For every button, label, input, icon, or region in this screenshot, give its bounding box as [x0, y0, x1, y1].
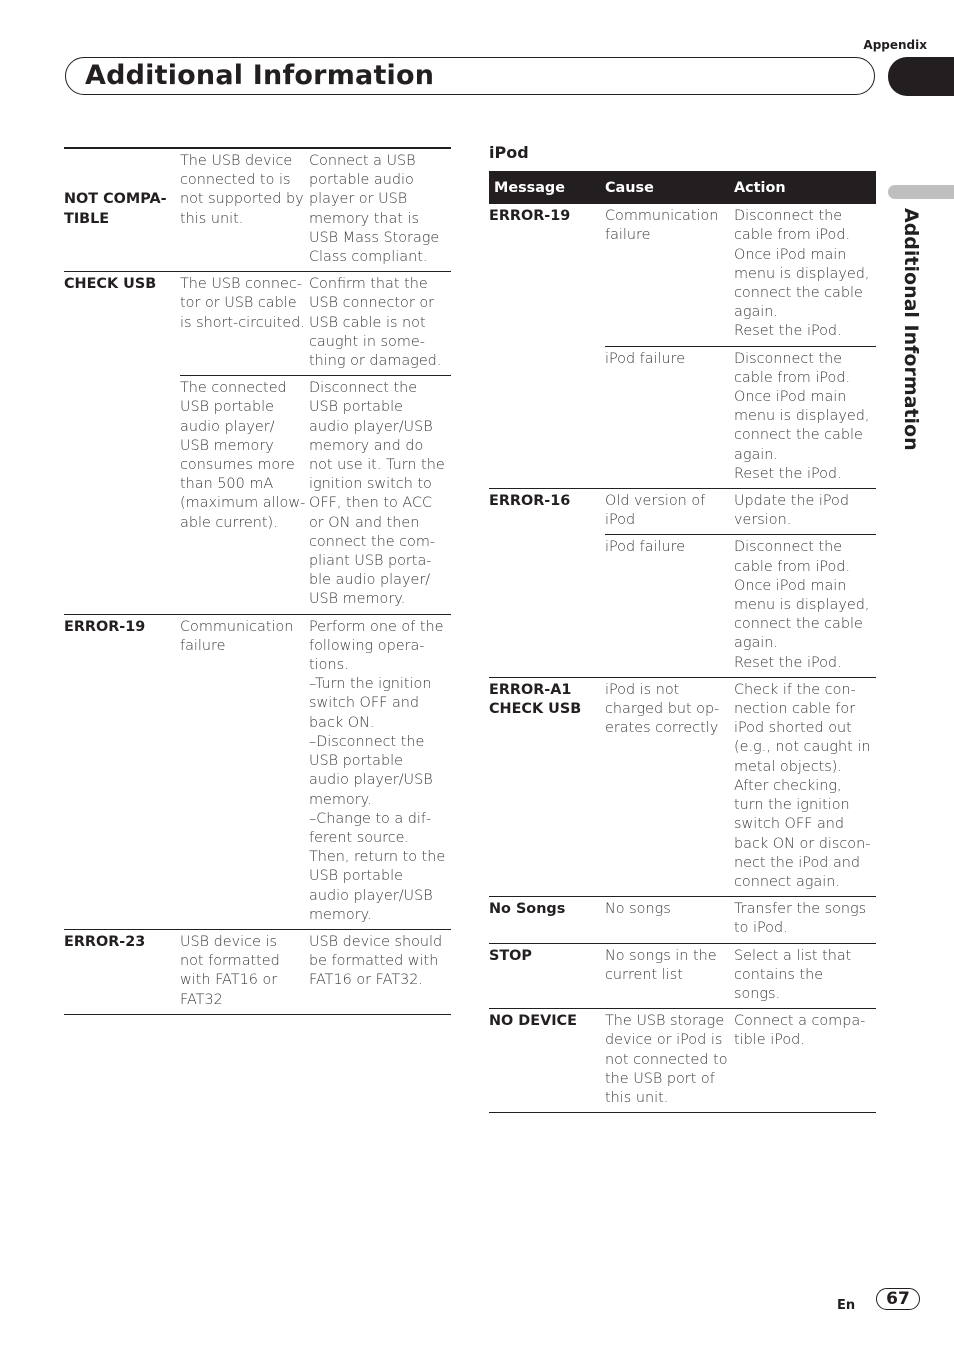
action-text: caught in some-: [309, 333, 425, 350]
action-text: memory and do: [309, 437, 424, 454]
cause-text: failure: [605, 227, 651, 244]
action-text: connect the cable: [734, 285, 863, 302]
action-cell: [734, 535, 876, 677]
action-text: metal objects).: [734, 758, 842, 775]
message-text: CHECK USB: [489, 701, 582, 718]
message-text: No Songs: [489, 901, 566, 918]
action-text: ignition switch to: [309, 476, 432, 493]
cause-text: No songs: [605, 901, 671, 918]
cause-cell: [180, 148, 309, 272]
action-cell: [309, 272, 451, 376]
table-row: [64, 614, 451, 929]
table-row: [64, 148, 451, 272]
action-text: back ON or discon-: [734, 835, 871, 852]
ipod-heading: iPod: [489, 143, 529, 162]
action-text: be formatted with: [309, 953, 439, 970]
message-cell: [489, 897, 605, 943]
cause-text: The USB device: [180, 153, 293, 169]
action-text: memory.: [309, 906, 372, 923]
action-text: USB connector or: [309, 295, 435, 312]
action-text: switch OFF and: [309, 695, 420, 712]
action-text: cable from iPod.: [734, 227, 851, 244]
cause-text: USB device is: [180, 933, 278, 950]
cause-text: not connected to: [605, 1051, 728, 1068]
action-text: songs.: [734, 985, 781, 1002]
cause-cell: [605, 346, 734, 488]
message-text: STOP: [489, 947, 532, 964]
message-cell: [489, 943, 605, 1009]
cause-text: than 500 mA: [180, 476, 274, 493]
message-cell: [64, 929, 180, 1014]
action-text: connect again.: [734, 873, 840, 890]
table-row: [489, 677, 876, 896]
cause-text: The connected: [180, 380, 287, 397]
cause-text: audio player/: [180, 418, 275, 435]
action-text: USB memory.: [309, 591, 406, 608]
action-cell: [309, 929, 451, 1014]
action-cell: [734, 346, 876, 488]
action-text: Reset the iPod.: [734, 465, 842, 482]
action-text: contains the: [734, 966, 824, 983]
action-text: OFF, then to ACC: [309, 495, 433, 512]
action-text: Perform one of the: [309, 618, 444, 635]
language-label: En: [837, 1298, 856, 1313]
table-row: [489, 943, 876, 1009]
table-header-row: [489, 171, 876, 204]
message-cell: [489, 489, 605, 678]
cause-text: The USB connec-: [180, 276, 302, 293]
action-text: again.: [734, 635, 778, 652]
cause-cell: [180, 376, 309, 614]
action-text: iPod shorted out: [734, 720, 852, 737]
column-header-action: Action: [734, 171, 876, 204]
action-text: USB cable is not: [309, 314, 426, 331]
cause-text: iPod is not: [605, 681, 680, 698]
message-text: ERROR-19: [64, 618, 146, 635]
action-text: menu is displayed,: [734, 597, 870, 614]
cause-text: Communication: [605, 208, 719, 225]
page-title: Additional Information: [85, 60, 435, 91]
cause-text: Old version of: [605, 493, 706, 510]
table-row: [489, 489, 876, 535]
action-text: –Disconnect the: [309, 733, 425, 750]
table-row: [64, 272, 451, 376]
action-text: Transfer the songs: [734, 901, 867, 918]
action-text: –Turn the ignition: [309, 676, 432, 693]
action-cell: [734, 943, 876, 1009]
section-tab-marker: [888, 57, 954, 96]
action-text: again.: [734, 446, 778, 463]
action-text: USB portable: [309, 399, 403, 416]
action-text: USB Mass Storage: [309, 229, 440, 246]
action-text: Then, return to the: [309, 849, 446, 866]
action-text: version.: [734, 512, 792, 529]
action-text: player or USB: [309, 191, 408, 208]
cause-cell: [605, 204, 734, 346]
column-header-message: Message: [489, 171, 605, 204]
side-tab-label: Additional Information: [900, 208, 922, 451]
cause-text: not formatted: [180, 953, 280, 970]
action-text: FAT16 or FAT32.: [309, 972, 424, 989]
cause-text: iPod failure: [605, 350, 686, 367]
action-text: menu is displayed,: [734, 408, 870, 425]
cause-text: (maximum allow-: [180, 495, 306, 512]
cause-text: with FAT16 or: [180, 972, 278, 989]
action-cell: [734, 204, 876, 346]
action-cell: [309, 148, 451, 272]
action-text: turn the ignition: [734, 797, 850, 814]
message-text: ERROR-16: [489, 493, 571, 510]
cause-cell: [605, 489, 734, 535]
action-cell: [309, 614, 451, 929]
cause-cell: [605, 943, 734, 1009]
action-text: pliant USB porta-: [309, 553, 432, 570]
action-text: or ON and then: [309, 514, 420, 531]
cause-cell: [180, 929, 309, 1014]
message-text: NOT COMPA-: [64, 191, 167, 208]
cause-text: device or iPod is: [605, 1032, 723, 1049]
cause-text: this unit.: [180, 210, 244, 227]
action-text: Check if the con-: [734, 681, 856, 698]
action-text: audio player/USB: [309, 887, 433, 904]
title-bar: [65, 57, 875, 95]
message-cell: [64, 272, 180, 614]
cause-text: USB portable: [180, 399, 274, 416]
action-text: nection cable for: [734, 701, 856, 718]
ipod-error-table: [489, 171, 876, 1113]
action-text: Once iPod main: [734, 389, 847, 406]
action-text: connect the cable: [734, 427, 863, 444]
action-text: USB portable: [309, 753, 403, 770]
cause-text: The USB storage: [605, 1013, 725, 1030]
message-text: NO DEVICE: [489, 1013, 577, 1030]
action-text: thing or damaged.: [309, 353, 442, 370]
message-text: ERROR-A1: [489, 681, 572, 698]
action-text: USB device should: [309, 933, 443, 950]
action-text: back ON.: [309, 714, 375, 731]
cause-text: tor or USB cable: [180, 295, 297, 312]
table-row: [64, 929, 451, 1014]
action-text: Reset the iPod.: [734, 654, 842, 671]
action-text: Select a list that: [734, 947, 852, 964]
cause-cell: [605, 897, 734, 943]
message-text: CHECK USB: [64, 276, 157, 293]
cause-text: iPod failure: [605, 539, 686, 556]
cause-cell: [605, 677, 734, 896]
cause-text: failure: [180, 637, 226, 654]
message-cell: [64, 148, 180, 272]
action-text: switch OFF and: [734, 816, 845, 833]
action-text: Disconnect the: [734, 539, 843, 556]
action-text: Reset the iPod.: [734, 323, 842, 340]
action-text: ferent source.: [309, 829, 410, 846]
message-text: ERROR-23: [64, 933, 146, 950]
cause-text: USB memory: [180, 437, 274, 454]
table-row: [489, 897, 876, 943]
cause-text: FAT32: [180, 991, 223, 1008]
usb-error-table: [64, 147, 451, 1015]
cause-cell: [180, 614, 309, 929]
action-text: tions.: [309, 657, 349, 674]
action-text: USB portable: [309, 868, 403, 885]
action-text: memory that is: [309, 210, 419, 227]
action-text: audio player/USB: [309, 418, 433, 435]
message-cell: [489, 1009, 605, 1113]
action-text: connect the com-: [309, 533, 436, 550]
action-text: Update the iPod: [734, 493, 849, 510]
page-number: 67: [876, 1288, 920, 1310]
chapter-tab-marker: [888, 185, 954, 199]
action-cell: [309, 376, 451, 614]
action-cell: [734, 1009, 876, 1113]
action-text: (e.g., not caught in: [734, 739, 871, 756]
action-text: Connect a compa-: [734, 1013, 866, 1030]
action-text: memory.: [309, 791, 372, 808]
action-text: ble audio player/: [309, 572, 431, 589]
action-cell: [734, 489, 876, 535]
action-text: Once iPod main: [734, 246, 847, 263]
action-text: following opera-: [309, 637, 425, 654]
cause-text: erates correctly: [605, 720, 719, 737]
action-text: Class compliant.: [309, 249, 428, 266]
action-text: audio player/USB: [309, 772, 433, 789]
cause-text: consumes more: [180, 457, 295, 474]
action-text: After checking,: [734, 777, 842, 794]
cause-cell: [605, 535, 734, 677]
side-tab: [896, 208, 926, 468]
action-text: portable audio: [309, 172, 414, 189]
section-label: Appendix: [863, 38, 927, 52]
action-text: not use it. Turn the: [309, 457, 445, 474]
message-text: ERROR-19: [489, 208, 571, 225]
action-text: Disconnect the: [309, 380, 418, 397]
action-text: connect the cable: [734, 616, 863, 633]
action-cell: [734, 897, 876, 943]
cause-text: connected to is: [180, 172, 291, 189]
action-text: to iPod.: [734, 920, 788, 937]
cause-text: charged but op-: [605, 701, 720, 718]
action-text: Disconnect the: [734, 208, 843, 225]
action-text: cable from iPod.: [734, 369, 851, 386]
action-text: Connect a USB: [309, 153, 416, 169]
cause-text: able current).: [180, 514, 278, 531]
action-text: tible iPod.: [734, 1032, 805, 1049]
cause-text: Communication: [180, 618, 294, 635]
action-cell: [734, 677, 876, 896]
cause-text: is short-circuited.: [180, 314, 305, 331]
action-text: –Change to a dif-: [309, 810, 432, 827]
cause-text: the USB port of: [605, 1070, 715, 1087]
cause-text: current list: [605, 966, 683, 983]
column-header-cause: Cause: [605, 171, 734, 204]
cause-cell: [180, 272, 309, 376]
message-cell: [489, 204, 605, 488]
table-row: [489, 1009, 876, 1113]
action-text: Confirm that the: [309, 276, 428, 293]
cause-text: iPod: [605, 512, 636, 529]
action-text: cable from iPod.: [734, 558, 851, 575]
cause-cell: [605, 1009, 734, 1113]
message-cell: [489, 677, 605, 896]
action-text: Disconnect the: [734, 350, 843, 367]
action-text: nect the iPod and: [734, 854, 861, 871]
cause-text: not supported by: [180, 191, 304, 208]
cause-text: this unit.: [605, 1089, 669, 1106]
action-text: menu is displayed,: [734, 265, 870, 282]
message-text: TIBLE: [64, 210, 110, 227]
action-text: again.: [734, 304, 778, 321]
table-row: [489, 204, 876, 346]
action-text: Once iPod main: [734, 577, 847, 594]
cause-text: No songs in the: [605, 947, 717, 964]
message-cell: [64, 614, 180, 929]
